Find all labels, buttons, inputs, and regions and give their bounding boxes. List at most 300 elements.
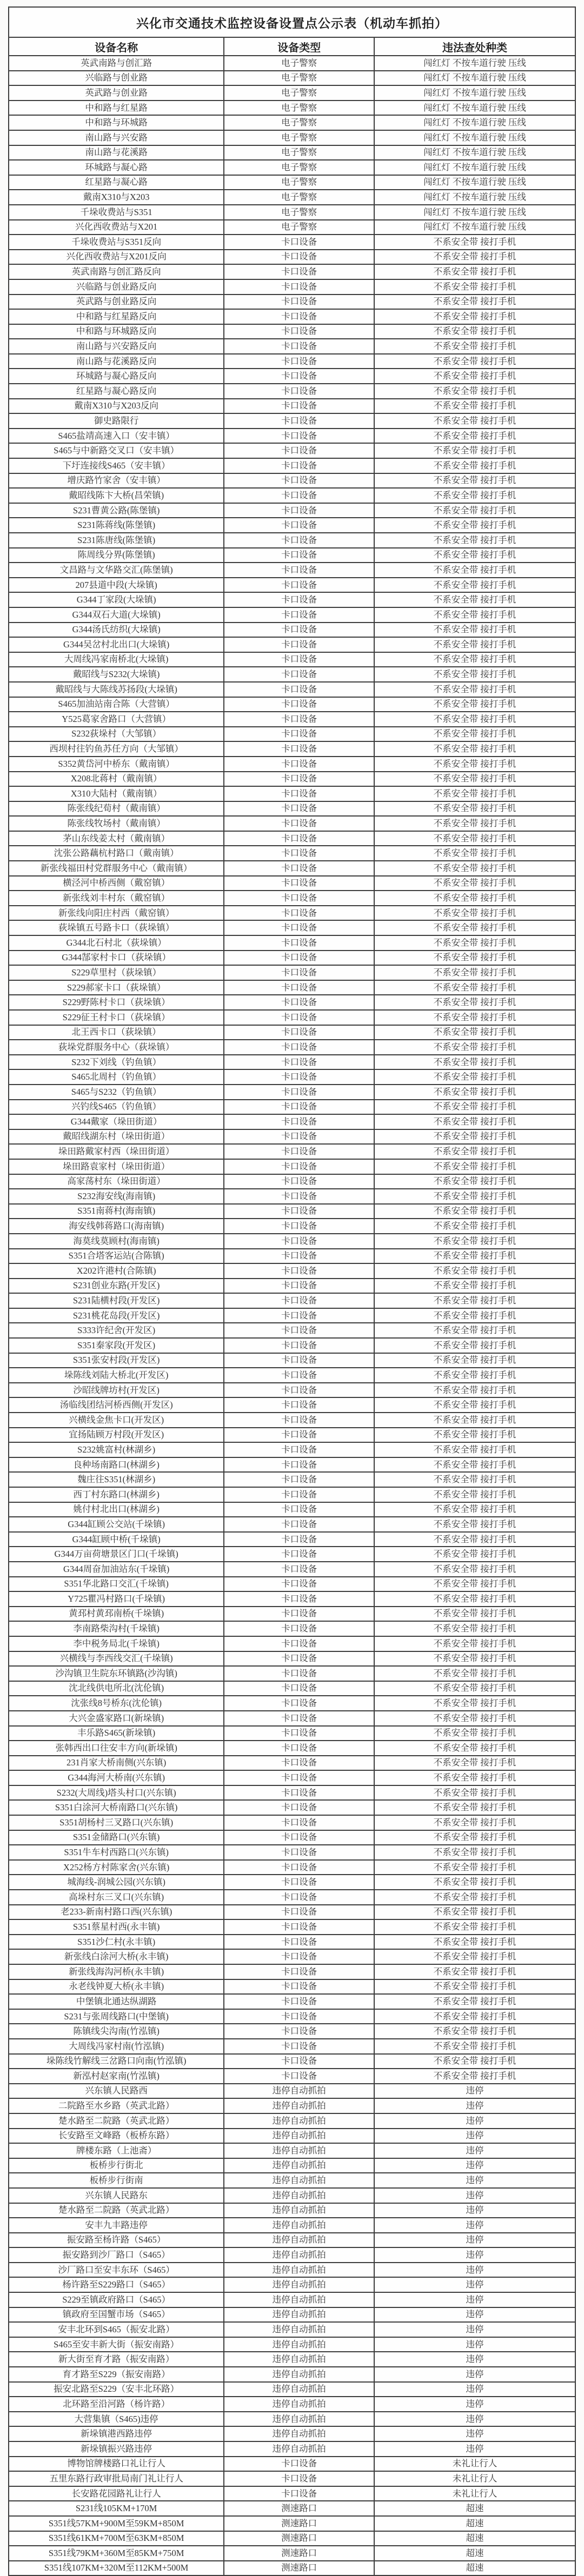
device-name-cell: 新张线向阳庄村西（戴窑镇） xyxy=(9,906,224,921)
device-type-cell: 卡口设备 xyxy=(224,1308,374,1323)
violation-type-cell: 不系安全带 接打手机 xyxy=(374,1279,575,1294)
violation-type-cell: 闯红灯 不按车道行驶 压线 xyxy=(374,220,575,235)
violation-type-cell: 违停 xyxy=(374,2367,575,2382)
table-row xyxy=(9,2039,575,2054)
table-row xyxy=(9,1397,575,1413)
device-name-cell: G344丁家段(大垛镇) xyxy=(9,592,224,607)
table-row xyxy=(9,413,575,429)
device-type-cell: 违停自动抓拍 xyxy=(224,2098,374,2113)
violation-type-cell: 不系安全带 接打手机 xyxy=(374,399,575,414)
violation-type-cell: 不系安全带 接打手机 xyxy=(374,831,575,846)
device-name-cell: G344缸顾中桥(千垛镇) xyxy=(9,1532,224,1547)
device-type-cell: 卡口设备 xyxy=(224,727,374,742)
device-name-cell: G344周奋加油站东(千垛镇) xyxy=(9,1562,224,1577)
violation-type-cell: 不系安全带 接打手机 xyxy=(374,1025,575,1040)
device-type-cell: 卡口设备 xyxy=(224,816,374,831)
device-name-cell: 振安路至杨许路（S465） xyxy=(9,2233,224,2248)
device-type-cell: 卡口设备 xyxy=(224,309,374,324)
violation-type-cell: 不系安全带 接打手机 xyxy=(374,1308,575,1323)
device-type-cell: 卡口设备 xyxy=(224,1815,374,1830)
device-type-cell: 违停自动抓拍 xyxy=(224,2233,374,2248)
violation-type-cell: 超速 xyxy=(374,2546,575,2561)
device-name-cell: 安丰北环到S465（振安北路） xyxy=(9,2322,224,2337)
violation-type-cell: 不系安全带 接打手机 xyxy=(374,2069,575,2084)
violation-type-cell: 不系安全带 接打手机 xyxy=(374,935,575,951)
device-name-cell: S232海安线(海南镇) xyxy=(9,1189,224,1204)
table-row xyxy=(9,1666,575,1681)
device-name-cell: 兴临路与创业路反向 xyxy=(9,279,224,295)
table-row xyxy=(9,1815,575,1830)
device-name-cell: 御史路限行 xyxy=(9,413,224,429)
violation-type-cell: 不系安全带 接打手机 xyxy=(374,1607,575,1622)
violation-type-cell: 不系安全带 接打手机 xyxy=(374,384,575,399)
violation-type-cell: 超速 xyxy=(374,2516,575,2531)
table-row xyxy=(9,1472,575,1487)
device-type-cell: 卡口设备 xyxy=(224,1338,374,1353)
device-name-cell: 英武路与创业路反向 xyxy=(9,295,224,310)
device-name-cell: 宜扬陆顾万村段(开发区) xyxy=(9,1428,224,1443)
table-row xyxy=(9,264,575,279)
device-name-cell: X252杨方村陈家舍(兴东镇) xyxy=(9,1860,224,1875)
table-row xyxy=(9,1487,575,1502)
violation-type-cell: 不系安全带 接打手机 xyxy=(374,1397,575,1413)
violation-type-cell: 闯红灯 不按车道行驶 压线 xyxy=(374,115,575,130)
device-type-cell: 卡口设备 xyxy=(224,682,374,697)
table-row xyxy=(9,891,575,906)
violation-type-cell: 不系安全带 接打手机 xyxy=(374,623,575,638)
table-row xyxy=(9,1085,575,1100)
device-name-cell: S351合塔客运站(合陈镇) xyxy=(9,1249,224,1264)
violation-type-cell: 不系安全带 接打手机 xyxy=(374,592,575,607)
device-name-cell: S229野陈村卡口（荻垛镇） xyxy=(9,995,224,1010)
violation-type-cell: 不系安全带 接打手机 xyxy=(374,533,575,548)
device-name-cell: 英武路与创业路 xyxy=(9,85,224,101)
device-type-cell: 卡口设备 xyxy=(224,637,374,652)
device-name-cell: 英武南路与创汇路 xyxy=(9,56,224,71)
violation-type-cell: 违停 xyxy=(374,2441,575,2457)
table-row xyxy=(9,2307,575,2323)
device-name-cell: G344万亩荷塘景区门口(千垛镇) xyxy=(9,1547,224,1562)
violation-type-cell: 不系安全带 接打手机 xyxy=(374,1383,575,1398)
device-name-cell: 环城路与凝心路反向 xyxy=(9,369,224,384)
device-type-cell: 卡口设备 xyxy=(224,1487,374,1502)
table-row xyxy=(9,1204,575,1219)
violation-type-cell: 违停 xyxy=(374,2173,575,2188)
violation-type-cell: 未礼让行人 xyxy=(374,2486,575,2501)
violation-type-cell: 不系安全带 接打手机 xyxy=(374,1338,575,1353)
table-row xyxy=(9,220,575,235)
device-name-cell: 下圩连接线S465（安丰镇） xyxy=(9,458,224,473)
violation-type-cell: 不系安全带 接打手机 xyxy=(374,1875,575,1890)
device-type-cell: 违停自动抓拍 xyxy=(224,2113,374,2129)
device-type-cell: 卡口设备 xyxy=(224,279,374,295)
violation-type-cell: 不系安全带 接打手机 xyxy=(374,607,575,623)
violation-type-cell: 不系安全带 接打手机 xyxy=(374,1591,575,1607)
table-row xyxy=(9,607,575,623)
violation-type-cell: 不系安全带 接打手机 xyxy=(374,786,575,801)
device-type-cell: 卡口设备 xyxy=(224,1249,374,1264)
device-name-cell: 长安路花园路礼让行人 xyxy=(9,2486,224,2501)
device-name-cell: 新张线刘丰村东（戴窑镇） xyxy=(9,891,224,906)
table-row xyxy=(9,1025,575,1040)
device-name-cell: 红星路与凝心路反向 xyxy=(9,384,224,399)
violation-type-cell: 不系安全带 接打手机 xyxy=(374,1100,575,1115)
table-row xyxy=(9,145,575,160)
device-type-cell: 卡口设备 xyxy=(224,652,374,667)
device-type-cell: 卡口设备 xyxy=(224,1413,374,1428)
device-type-cell: 卡口设备 xyxy=(224,1666,374,1681)
device-name-cell: 兴横线金焦卡口(开发区) xyxy=(9,1413,224,1428)
violation-type-cell: 违停 xyxy=(374,2188,575,2203)
device-type-cell: 卡口设备 xyxy=(224,1368,374,1383)
table-row xyxy=(9,1860,575,1875)
table-row xyxy=(9,846,575,861)
table-row xyxy=(9,354,575,369)
violation-type-cell: 不系安全带 接打手机 xyxy=(374,965,575,980)
device-name-cell: S229郝家卡口（荻垛镇） xyxy=(9,980,224,995)
device-type-cell: 违停自动抓拍 xyxy=(224,2322,374,2337)
device-name-cell: S229至镇政府路口（S465） xyxy=(9,2292,224,2307)
device-name-cell: 李南路柴沟村(千垛镇) xyxy=(9,1621,224,1636)
violation-type-cell: 不系安全带 接打手机 xyxy=(374,682,575,697)
table-row xyxy=(9,727,575,742)
violation-type-cell: 不系安全带 接打手机 xyxy=(374,324,575,339)
violation-type-cell: 不系安全带 接打手机 xyxy=(374,1651,575,1667)
device-name-cell: 横泾河中桥西侧（戴窑镇） xyxy=(9,876,224,891)
device-type-cell: 违停自动抓拍 xyxy=(224,2277,374,2292)
violation-type-cell: 不系安全带 接打手机 xyxy=(374,354,575,369)
device-type-cell: 卡口设备 xyxy=(224,1383,374,1398)
device-type-cell: 卡口设备 xyxy=(224,861,374,876)
table-row xyxy=(9,1338,575,1353)
table-row xyxy=(9,2471,575,2486)
table-row xyxy=(9,2277,575,2292)
device-type-cell: 违停自动抓拍 xyxy=(224,2307,374,2323)
table-row xyxy=(9,1279,575,1294)
violation-type-cell: 违停 xyxy=(374,2247,575,2263)
device-type-cell: 违停自动抓拍 xyxy=(224,2367,374,2382)
device-name-cell: 南山路与花溪路反向 xyxy=(9,354,224,369)
device-type-cell: 卡口设备 xyxy=(224,250,374,265)
violation-type-cell: 不系安全带 接打手机 xyxy=(374,1770,575,1785)
table-row xyxy=(9,2188,575,2203)
violation-type-cell: 不系安全带 接打手机 xyxy=(374,1010,575,1025)
table-row xyxy=(9,1756,575,1771)
device-type-cell: 卡口设备 xyxy=(224,1055,374,1070)
table-row xyxy=(9,1785,575,1801)
table-row xyxy=(9,1800,575,1815)
violation-type-cell: 不系安全带 接打手机 xyxy=(374,1994,575,2009)
table-row xyxy=(9,1875,575,1890)
device-type-cell: 卡口设备 xyxy=(224,1979,374,1995)
violation-type-cell: 不系安全带 接打手机 xyxy=(374,2054,575,2069)
table-row xyxy=(9,2426,575,2441)
violation-type-cell: 不系安全带 接打手机 xyxy=(374,1442,575,1457)
table-row xyxy=(9,592,575,607)
device-name-cell: S465加油站南合陈（大营镇） xyxy=(9,697,224,712)
device-type-cell: 电子警察 xyxy=(224,205,374,220)
device-name-cell: X208北蒋村（戴南镇） xyxy=(9,772,224,787)
table-row xyxy=(9,2546,575,2561)
table-row xyxy=(9,1502,575,1517)
device-type-cell: 卡口设备 xyxy=(224,1219,374,1234)
violation-type-cell: 不系安全带 接打手机 xyxy=(374,1726,575,1741)
table-row xyxy=(9,533,575,548)
device-type-cell: 卡口设备 xyxy=(224,906,374,921)
violation-type-cell: 不系安全带 接打手机 xyxy=(374,1293,575,1308)
violation-type-cell: 违停 xyxy=(374,2426,575,2441)
violation-type-cell: 不系安全带 接打手机 xyxy=(374,1532,575,1547)
device-name-cell: 兴钓线S465（钓鱼镇） xyxy=(9,1100,224,1115)
table-row xyxy=(9,1413,575,1428)
table-row xyxy=(9,757,575,772)
device-name-cell: 姚付村北出口(林湖乡) xyxy=(9,1502,224,1517)
violation-type-cell: 不系安全带 接打手机 xyxy=(374,1487,575,1502)
violation-type-cell: 违停 xyxy=(374,2322,575,2337)
device-type-cell: 卡口设备 xyxy=(224,2009,374,2024)
device-name-cell: 陈周线分界(陈堡镇) xyxy=(9,548,224,563)
violation-type-cell: 不系安全带 接打手机 xyxy=(374,1845,575,1860)
violation-type-cell: 不系安全带 接打手机 xyxy=(374,1263,575,1279)
violation-type-cell: 不系安全带 接打手机 xyxy=(374,1919,575,1935)
table-row xyxy=(9,339,575,354)
violation-type-cell: 不系安全带 接打手机 xyxy=(374,1174,575,1189)
table-row xyxy=(9,1428,575,1443)
device-type-cell: 卡口设备 xyxy=(224,2054,374,2069)
table-row xyxy=(9,906,575,921)
device-name-cell: 陈张线纪荀村（戴南镇） xyxy=(9,801,224,817)
device-type-cell: 卡口设备 xyxy=(224,1397,374,1413)
device-name-cell: 沙昭线牌坊村(开发区) xyxy=(9,1383,224,1398)
device-name-cell: S465至安丰新大街（振安南路） xyxy=(9,2337,224,2352)
device-type-cell: 卡口设备 xyxy=(224,1040,374,1055)
device-type-cell: 卡口设备 xyxy=(224,1263,374,1279)
device-type-cell: 违停自动抓拍 xyxy=(224,2129,374,2144)
violation-type-cell: 不系安全带 接打手机 xyxy=(374,712,575,727)
table-row xyxy=(9,1517,575,1532)
table-row xyxy=(9,295,575,310)
table-row xyxy=(9,56,575,71)
violation-type-cell: 不系安全带 接打手机 xyxy=(374,369,575,384)
device-type-cell: 卡口设备 xyxy=(224,1100,374,1115)
violation-type-cell: 不系安全带 接打手机 xyxy=(374,235,575,250)
device-name-cell: G344吴岔村北出口(大垛镇) xyxy=(9,637,224,652)
device-name-cell: 西坝村往钓鱼苏任方向（大邹镇） xyxy=(9,741,224,757)
device-name-cell: 李中税务局北(千垛镇) xyxy=(9,1636,224,1651)
violation-type-cell: 不系安全带 接打手机 xyxy=(374,846,575,861)
violation-type-cell: 不系安全带 接打手机 xyxy=(374,951,575,966)
device-name-cell: Y725瞿冯村路口(千垛镇) xyxy=(9,1591,224,1607)
device-type-cell: 卡口设备 xyxy=(224,1607,374,1622)
table-row xyxy=(9,2158,575,2173)
device-name-cell: 沈张线8号桥东(沈伦镇) xyxy=(9,1696,224,1711)
table-row xyxy=(9,175,575,190)
table-row xyxy=(9,1577,575,1592)
device-type-cell: 卡口设备 xyxy=(224,607,374,623)
table-row xyxy=(9,2173,575,2188)
device-name-cell: 环城路与凝心路 xyxy=(9,160,224,175)
device-name-cell: S465与S232（钓鱼镇） xyxy=(9,1085,224,1100)
device-name-cell: S231与张周线路口(中堡镇) xyxy=(9,2009,224,2024)
device-type-cell: 违停自动抓拍 xyxy=(224,2426,374,2441)
table-row xyxy=(9,1711,575,1726)
device-name-cell: 中和路与环城路反向 xyxy=(9,324,224,339)
device-name-cell: S229草里村（荻垛镇） xyxy=(9,965,224,980)
table-row xyxy=(9,2337,575,2352)
device-name-cell: S351线107KM+320M至112KM+500M xyxy=(9,2561,224,2576)
device-type-cell: 电子警察 xyxy=(224,160,374,175)
device-type-cell: 卡口设备 xyxy=(224,578,374,593)
table-row xyxy=(9,1144,575,1159)
table-row xyxy=(9,1681,575,1696)
device-name-cell: 新垛镇港西路违停 xyxy=(9,2426,224,2441)
violation-type-cell: 违停 xyxy=(374,2233,575,2248)
device-type-cell: 卡口设备 xyxy=(224,235,374,250)
table-row xyxy=(9,772,575,787)
table-row xyxy=(9,667,575,682)
column-header-device-type: 设备类型 xyxy=(224,37,374,56)
table-row xyxy=(9,801,575,817)
device-name-cell: S351金储路口(兴东镇) xyxy=(9,1830,224,1845)
violation-type-cell: 不系安全带 接打手机 xyxy=(374,906,575,921)
device-name-cell: 沙厂路口至安丰东环（S465） xyxy=(9,2263,224,2278)
violation-type-cell: 不系安全带 接打手机 xyxy=(374,1964,575,1979)
table-row xyxy=(9,85,575,101)
device-name-cell: 牌楼东路（上池斋） xyxy=(9,2143,224,2158)
device-name-cell: 南山路与兴安路反向 xyxy=(9,339,224,354)
device-name-cell: 千垛收费站与S351反向 xyxy=(9,235,224,250)
device-type-cell: 卡口设备 xyxy=(224,980,374,995)
violation-type-cell: 不系安全带 接打手机 xyxy=(374,1472,575,1487)
table-row xyxy=(9,2203,575,2218)
device-type-cell: 电子警察 xyxy=(224,145,374,160)
violation-type-cell: 不系安全带 接打手机 xyxy=(374,279,575,295)
violation-type-cell: 不系安全带 接打手机 xyxy=(374,458,575,473)
device-type-cell: 违停自动抓拍 xyxy=(224,2158,374,2173)
device-name-cell: 戴昭线陈卞大桥(昌荣镇) xyxy=(9,488,224,503)
device-name-cell: 戴南X310与X203 xyxy=(9,190,224,205)
device-name-cell: 汤临线团结河桥西侧(开发区) xyxy=(9,1397,224,1413)
device-type-cell: 电子警察 xyxy=(224,220,374,235)
device-name-cell: S232荻垛村（大邹镇） xyxy=(9,727,224,742)
violation-type-cell: 违停 xyxy=(374,2158,575,2173)
violation-type-cell: 不系安全带 接打手机 xyxy=(374,264,575,279)
device-name-cell: S351线57KM+900M至59KM+850M xyxy=(9,2516,224,2531)
table-row xyxy=(9,831,575,846)
device-type-cell: 违停自动抓拍 xyxy=(224,2352,374,2367)
table-row xyxy=(9,1353,575,1368)
violation-type-cell: 不系安全带 接打手机 xyxy=(374,413,575,429)
table-row xyxy=(9,1964,575,1979)
device-name-cell: 育才路至S229（振安南路） xyxy=(9,2367,224,2382)
device-name-cell: 西丁村东路口(林湖乡) xyxy=(9,1487,224,1502)
device-name-cell: 中和路与红星路反向 xyxy=(9,309,224,324)
device-type-cell: 卡口设备 xyxy=(224,1159,374,1174)
device-name-cell: 楚水路至二院路（英武北路） xyxy=(9,2203,224,2218)
violation-type-cell: 不系安全带 接打手机 xyxy=(374,652,575,667)
device-name-cell: 丰乐路S465(新垛镇) xyxy=(9,1726,224,1741)
violation-type-cell: 违停 xyxy=(374,2218,575,2233)
table-row xyxy=(9,518,575,533)
device-type-cell: 卡口设备 xyxy=(224,2039,374,2054)
device-type-cell: 违停自动抓拍 xyxy=(224,2143,374,2158)
device-type-cell: 违停自动抓拍 xyxy=(224,2337,374,2352)
violation-type-cell: 闯红灯 不按车道行驶 压线 xyxy=(374,85,575,101)
table-row xyxy=(9,1069,575,1085)
violation-type-cell: 不系安全带 接打手机 xyxy=(374,295,575,310)
device-name-cell: 张韩西出口往安丰方向(新垛镇) xyxy=(9,1741,224,1756)
violation-type-cell: 不系安全带 接打手机 xyxy=(374,801,575,817)
violation-type-cell: 不系安全带 接打手机 xyxy=(374,1413,575,1428)
violation-type-cell: 不系安全带 接打手机 xyxy=(374,1368,575,1383)
table-row xyxy=(9,2441,575,2457)
device-name-cell: 兴化西收费站与X201反向 xyxy=(9,250,224,265)
device-name-cell: 中和路与红星路 xyxy=(9,101,224,116)
table-row xyxy=(9,160,575,175)
violation-type-cell: 违停 xyxy=(374,2412,575,2427)
device-type-cell: 卡口设备 xyxy=(224,1949,374,1964)
device-type-cell: 卡口设备 xyxy=(224,1114,374,1129)
device-name-cell: S351白涂河大桥南路口(兴东镇) xyxy=(9,1800,224,1815)
table-row xyxy=(9,861,575,876)
violation-type-cell: 违停 xyxy=(374,2263,575,2278)
table-row xyxy=(9,563,575,578)
violation-type-cell: 不系安全带 接打手机 xyxy=(374,443,575,458)
violation-type-cell: 不系安全带 接打手机 xyxy=(374,1800,575,1815)
violation-type-cell: 不系安全带 接打手机 xyxy=(374,1353,575,1368)
table-row xyxy=(9,1055,575,1070)
device-name-cell: 南山路与兴安路 xyxy=(9,130,224,145)
table-body xyxy=(9,56,575,2575)
device-type-cell: 卡口设备 xyxy=(224,846,374,861)
table-row xyxy=(9,369,575,384)
table-row xyxy=(9,1607,575,1622)
violation-type-cell: 闯红灯 不按车道行驶 压线 xyxy=(374,160,575,175)
device-type-cell: 卡口设备 xyxy=(224,592,374,607)
device-name-cell: 沈北线供电所北(沈伦镇) xyxy=(9,1681,224,1696)
table-row xyxy=(9,652,575,667)
violation-type-cell: 不系安全带 接打手机 xyxy=(374,1457,575,1473)
device-type-cell: 卡口设备 xyxy=(224,295,374,310)
table-row xyxy=(9,816,575,831)
table-row xyxy=(9,1100,575,1115)
device-name-cell: S351张安村段(开发区) xyxy=(9,1353,224,1368)
device-name-cell: 五里东路行政审批局南门礼让行人 xyxy=(9,2471,224,2486)
device-type-cell: 电子警察 xyxy=(224,130,374,145)
device-type-cell: 卡口设备 xyxy=(224,1711,374,1726)
device-type-cell: 卡口设备 xyxy=(224,741,374,757)
device-name-cell: 英武南路与创汇路反向 xyxy=(9,264,224,279)
violation-type-cell: 不系安全带 接打手机 xyxy=(374,2009,575,2024)
device-name-cell: 板桥步行街北 xyxy=(9,2158,224,2173)
table-row xyxy=(9,2412,575,2427)
device-name-cell: 207县道中段(大垛镇) xyxy=(9,578,224,593)
table-row xyxy=(9,71,575,86)
device-name-cell: 二院路至水乡路（英武北路） xyxy=(9,2098,224,2113)
device-type-cell: 违停自动抓拍 xyxy=(224,2173,374,2188)
table-row xyxy=(9,1383,575,1398)
violation-type-cell: 不系安全带 接打手机 xyxy=(374,563,575,578)
device-name-cell: 北王西卡口（荻垛镇） xyxy=(9,1025,224,1040)
device-name-cell: 振安路到沙厂路口（S465） xyxy=(9,2247,224,2263)
violation-type-cell: 不系安全带 接打手机 xyxy=(374,667,575,682)
table-row xyxy=(9,2143,575,2158)
device-name-cell: 231肖家大桥南侧(兴东镇) xyxy=(9,1756,224,1771)
device-type-cell: 卡口设备 xyxy=(224,1890,374,1905)
table-row xyxy=(9,1249,575,1264)
device-type-cell: 电子警察 xyxy=(224,101,374,116)
device-name-cell: S229征王村卡口（荻垛镇） xyxy=(9,1010,224,1025)
